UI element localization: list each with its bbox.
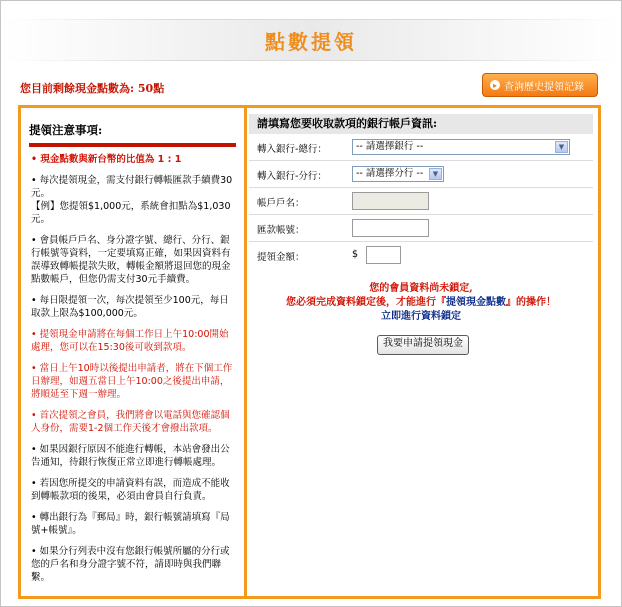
account-name-row [249,188,593,215]
notice-divider [29,143,236,147]
notice-item: • 首次提領之會員，我們將會以電話與您確認個人身份，需要1-2個工作天後才會撥出款項。 [31,410,230,434]
history-button[interactable] [482,73,598,97]
chevron-down-icon: ▼ [555,141,568,153]
submit-withdraw-button[interactable]: 我要申請提領現金 [377,335,469,355]
notice-title: 提領注意事項: [29,123,103,137]
withdraw-panel [18,105,601,599]
notice-item: • 提領現金申請將在每個工作日上午10:00開始處理，您可以在15:30後可收到款項。 [31,329,229,353]
lock-warning [249,282,593,324]
notice-item: • 如果因銀行原因不能進行轉帳，本站會發出公告通知，待銀行恢復正常立即進行轉帳處理。 [31,444,230,468]
notice-item: • 現金點數與新台幣的比值為 1 : 1 [31,154,182,165]
warning-line-2: 您必須完成資料鎖定後，才能進行『提領現金點數』的操作！ [286,297,556,308]
notice-item: • 當日上午10時以後提出申請者，將在下個工作日辦理，如週五當日上午10:00之後提出申請，將順延至下週一辦理。 [31,363,233,400]
page-title: 點數提領 [265,30,357,54]
arrow-right-icon: ▸ [490,80,500,90]
bank-label: 轉入銀行-總行： [257,144,327,155]
branch-label: 轉入銀行-分行： [257,171,327,182]
bank-select[interactable] [352,139,570,155]
cash-balance-text: 您目前剩餘現金點數為: 50點 [20,82,165,95]
account-number-field[interactable] [352,219,429,237]
branch-select-value: -- 請選擇分行 -- [356,168,424,179]
notice-item: 【例】您提領$1,000元，系統會扣點為$1,030元。 [31,201,231,225]
amount-label: 提領金額： [257,252,305,263]
withdraw-points-link[interactable]: 提領現金點數 [446,297,506,308]
warning-line-1: 您的會員資料尚未鎖定, [369,283,473,294]
chevron-down-icon: ▼ [429,168,442,180]
account-name-label: 帳戶戶名： [257,198,305,209]
account-number-label: 匯款帳號： [257,225,305,236]
notice-column [21,108,247,596]
branch-select[interactable] [352,166,444,182]
account-name-field[interactable] [352,192,429,210]
notice-item: • 每日限提領一次，每次提領至少100元，每日取款上限為$100,000元。 [31,295,229,319]
amount-field[interactable] [366,246,401,264]
account-number-row [249,215,593,242]
lock-data-link[interactable]: 立即進行資料鎖定 [381,311,461,322]
bank-select-value: -- 請選擇銀行 -- [356,141,424,152]
bank-form [249,114,593,349]
notice-item: • 如果分行列表中沒有您銀行帳號所屬的分行或您的戶名和身分證字號不符，請即時與我們聯繫。 [31,546,230,583]
notice-item: • 若因您所提交的申請資料有誤，而造成不能收到轉帳款項的後果，必須由會員自行負責。 [31,478,230,502]
branch-row [249,161,593,188]
bank-row [249,134,593,161]
amount-row [249,242,593,268]
form-header: 請填寫您要收取款項的銀行帳戶資訊: [249,114,593,134]
currency-symbol: $ [352,249,359,260]
notice-item: • 每次提領現金，需支付銀行轉帳匯款手續費30元。 [31,175,233,199]
notice-item: • 轉出銀行為『郵局』時，銀行帳號請填寫『局號+帳號』。 [31,512,230,536]
history-button-label: 查詢歷史提領記錄 [504,81,584,93]
notice-item: • 會員帳戶戶名、身分證字號、總行、分行、銀行帳號等資料，一定要填寫正確，如果因資料有誤導致轉帳提款失敗，轉帳金額將退回您的現金點數帳戶，但您仍需支付30元手續費。 [31,235,231,285]
